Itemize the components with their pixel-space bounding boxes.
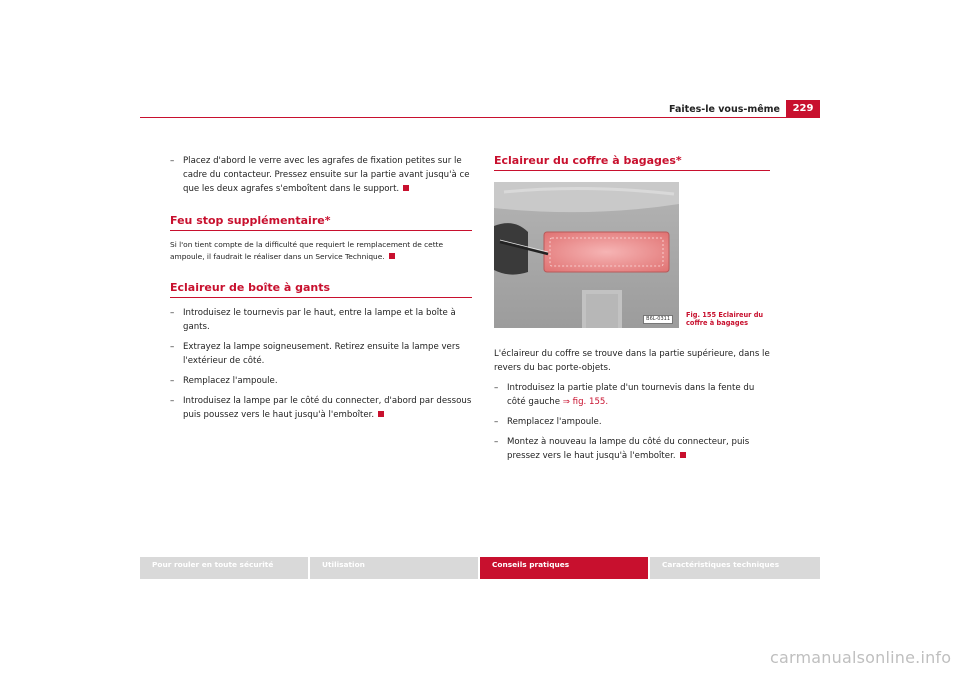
end-marker-icon [680, 452, 686, 458]
header-rule [140, 117, 820, 118]
trunk-step [494, 381, 770, 409]
footer-tab-usage[interactable]: Utilisation [310, 557, 478, 579]
page-number-badge: 229 [786, 100, 820, 118]
end-marker-icon [403, 185, 409, 191]
section-title-stop-light: Feu stop supplémentaire* [170, 214, 472, 231]
stop-light-note-text: Si l'on tient compte de la difficulté que requiert le remplacement de cette ampoule, il faudrait le réaliser dans un Service Technique. [170, 240, 444, 261]
figure-code-label: B6L-0311 [643, 315, 673, 324]
end-marker-icon [389, 253, 395, 259]
site-watermark: carmanualsonline.info [770, 648, 952, 667]
footer-tab-safety[interactable]: Pour rouler en toute sécurité [140, 557, 308, 579]
figure-caption: Fig. 155 Eclaireur du coffre à bagages [686, 311, 764, 327]
glovebox-step: – Remplacez l'ampoule. [170, 374, 472, 388]
footer-nav [140, 557, 820, 579]
section-title-glovebox: Eclaireur de boîte à gants [170, 281, 472, 298]
trunk-light-figure [494, 182, 679, 328]
end-marker-icon [378, 411, 384, 417]
left-column [170, 154, 472, 428]
figure-reference-link[interactable]: ⇒ fig. 155. [562, 397, 609, 407]
trunk-step [494, 435, 770, 463]
trunk-step-text: Introduisez la partie plate d'un tournevis dans la fente du côté gauche [507, 383, 755, 407]
glovebox-step: – Extrayez la lampe soigneusement. Retirez ensuite la lampe vers l'extérieur de côté. [170, 340, 472, 368]
stop-light-note [170, 239, 472, 263]
section-title-trunk-light: Eclaireur du coffre à bagages* [494, 154, 770, 171]
intro-step [170, 154, 472, 196]
trunk-light-intro: L'éclaireur du coffre se trouve dans la partie supérieure, dans le revers du bac porte-objets. [494, 349, 770, 373]
page-header-title: Faites-le vous-même [669, 104, 780, 115]
footer-tab-specifications[interactable]: Caractéristiques techniques [650, 557, 820, 579]
glovebox-step [170, 394, 472, 422]
footer-tab-practical-tips[interactable]: Conseils pratiques [480, 557, 648, 579]
trunk-step: – Remplacez l'ampoule. [494, 415, 770, 429]
glovebox-step-text: Introduisez la lampe par le côté du connecter, d'abord par dessous puis poussez vers le haut jusqu'à l'emboîter. [183, 396, 472, 420]
trunk-step-text: Montez à nouveau la lampe du côté du connecteur, puis pressez vers le haut jusqu'à l'emboîter. [507, 437, 750, 461]
intro-step-text: Placez d'abord le verre avec les agrafes de fixation petites sur le cadre du contacteur. Pressez ensuite sur la partie avant jusqu'à ce que les deux agrafes s'emboîtent dans le support. [183, 156, 470, 194]
trunk-light-illustration [494, 182, 679, 328]
glovebox-step: – Introduisez le tournevis par le haut, entre la lampe et la boîte à gants. [170, 306, 472, 334]
